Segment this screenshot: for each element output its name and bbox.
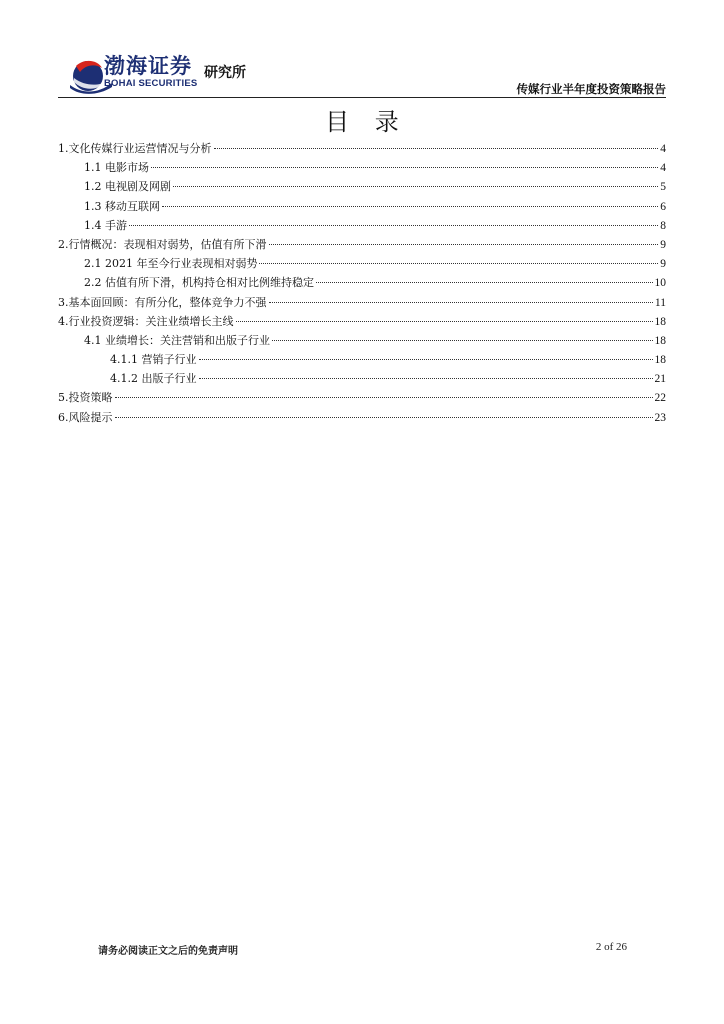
toc-leader-dots — [199, 378, 653, 379]
toc-entry-label: 2.2 估值有所下滑，机构持仓相对比例维持稳定 — [84, 276, 314, 290]
toc-entry-page: 18 — [654, 334, 666, 347]
toc-entry-page: 4 — [660, 143, 666, 155]
toc-entry-label: 4.行业投资逻辑：关注业绩增长主线 — [58, 314, 234, 328]
toc-leader-dots — [259, 263, 658, 264]
toc-entry-page: 9 — [660, 258, 666, 271]
toc-leader-dots — [115, 417, 653, 418]
toc-entry-label: 6.风险提示 — [58, 410, 113, 424]
toc-entry-page: 8 — [660, 219, 666, 232]
toc-entry[interactable] — [58, 197, 666, 216]
logo-chinese-name: 渤海证券 — [104, 53, 192, 78]
logo-english-name: BOHAI SECURITIES — [104, 78, 198, 89]
toc-leader-dots — [162, 206, 658, 207]
toc-entry-page: 21 — [654, 373, 666, 386]
toc-entry-label: 2.1 2021 年至今行业表现相对弱势 — [84, 257, 258, 271]
toc-leader-dots — [151, 167, 658, 168]
toc-entry-label: 1.4 手游 — [84, 218, 127, 232]
toc-entry-label: 1.文化传媒行业运营情况与分析 — [58, 142, 212, 155]
header-divider — [58, 97, 666, 98]
toc-entry[interactable] — [58, 293, 666, 312]
toc-leader-dots — [269, 302, 653, 303]
toc-entry-page: 4 — [660, 162, 666, 175]
toc-entry[interactable] — [58, 216, 666, 235]
toc-entry[interactable] — [58, 139, 666, 158]
toc-entry-page: 5 — [660, 181, 666, 194]
toc-entry-label: 1.2 电视剧及网剧 — [84, 180, 171, 194]
toc-entry[interactable] — [58, 408, 666, 427]
toc-entry-label: 4.1.2 出版子行业 — [110, 372, 197, 386]
toc-entry-page: 18 — [654, 354, 666, 367]
toc-entry[interactable] — [58, 273, 666, 292]
page-header — [58, 40, 666, 98]
toc-entry[interactable] — [58, 350, 666, 369]
toc-entry[interactable] — [58, 312, 666, 331]
institute-name: 研究所 — [204, 65, 246, 81]
toc-entry-label: 2.行情概况：表现相对弱势，估值有所下滑 — [58, 237, 267, 251]
toc-entry[interactable] — [58, 331, 666, 350]
toc-entry[interactable] — [58, 158, 666, 177]
footer-disclaimer: 请务必阅读正文之后的免责声明 — [98, 946, 238, 957]
toc-entry-label: 5.投资策略 — [58, 391, 113, 405]
toc-leader-dots — [269, 244, 659, 245]
toc-leader-dots — [236, 321, 653, 322]
toc-entry-page: 23 — [654, 411, 666, 424]
toc-entry-page: 9 — [660, 238, 666, 251]
toc-leader-dots — [272, 340, 653, 341]
table-of-contents — [58, 139, 666, 427]
toc-entry[interactable] — [58, 388, 666, 407]
toc-entry-label: 4.1.1 营销子行业 — [110, 353, 197, 367]
toc-leader-dots — [316, 282, 653, 283]
toc-entry[interactable] — [58, 177, 666, 196]
toc-leader-dots — [129, 225, 658, 226]
toc-entry-label: 3.基本面回顾：有所分化，整体竞争力不强 — [58, 295, 267, 309]
toc-entry-page: 11 — [654, 296, 666, 309]
toc-entry[interactable] — [58, 254, 666, 273]
toc-entry[interactable] — [58, 369, 666, 388]
toc-entry-label: 4.1 业绩增长：关注营销和出版子行业 — [84, 333, 270, 347]
toc-title: 目 录 — [325, 108, 399, 136]
toc-leader-dots — [214, 148, 659, 149]
toc-entry-label: 1.3 移动互联网 — [84, 199, 160, 213]
report-title: 传媒行业半年度投资策略报告 — [516, 82, 666, 96]
toc-leader-dots — [199, 359, 653, 360]
toc-leader-dots — [115, 397, 653, 398]
toc-entry-page: 22 — [654, 392, 666, 405]
toc-entry-page: 18 — [654, 315, 666, 328]
toc-entry-page: 6 — [660, 200, 666, 213]
toc-leader-dots — [173, 186, 658, 187]
toc-entry[interactable] — [58, 235, 666, 254]
footer-page-number: 2 of 26 — [595, 941, 627, 953]
toc-entry-label: 1.1 电影市场 — [84, 161, 149, 175]
toc-entry-page: 10 — [654, 277, 666, 290]
